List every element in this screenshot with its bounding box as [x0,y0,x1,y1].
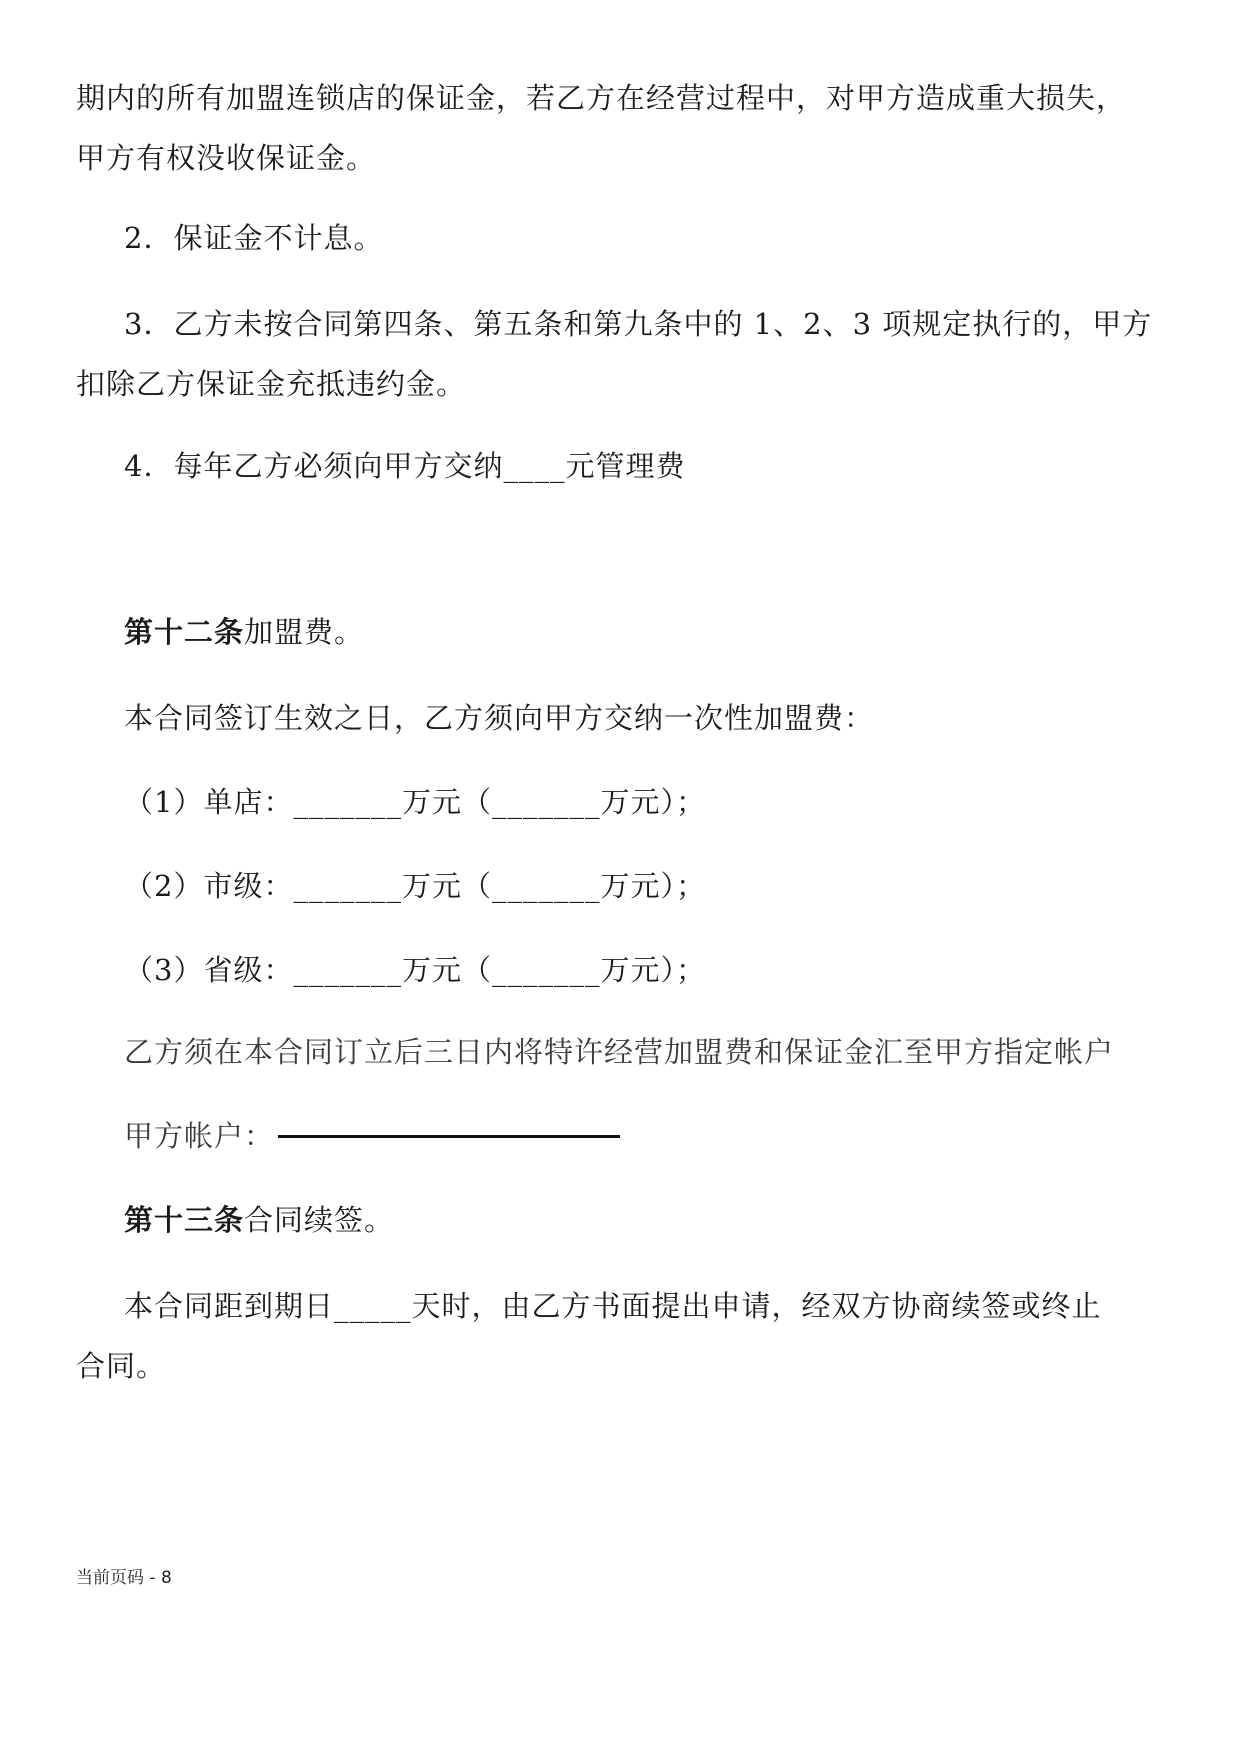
account-blank-line [278,1135,620,1138]
account-line [124,1116,620,1156]
article-13-body-continued: 合同。 [76,1349,167,1383]
account-label: 甲方帐户： [124,1119,275,1153]
clause-item-3-continued: 扣除乙方保证金充抵违约金。 [76,367,467,401]
article-12-heading: 第十二条 [124,615,245,649]
clause-item-3: 3．乙方未按合同第四条、第五条和第九条中的 1、2、3 项规定执行的，甲方 [124,307,1153,341]
article-13-heading: 第十三条 [124,1203,245,1237]
fee-item-single-store: （1）单店：_______万元（_______万元）； [124,785,706,819]
article-13-body: 本合同距到期日_____天时，由乙方书面提出申请，经双方协商续签或终止 [124,1289,1102,1323]
paragraph-line: 甲方有权没收保证金。 [76,141,377,175]
article-12-heading-line [124,612,364,652]
fee-item-city-level: （2）市级：_______万元（_______万元）； [124,869,706,903]
article-12-title: 加盟费。 [244,615,365,649]
fee-item-province-level: （3）省级：_______万元（_______万元）； [124,953,706,987]
article-12-transfer: 乙方须在本合同订立后三日内将特许经营加盟费和保证金汇至甲方指定帐户 [124,1035,1115,1069]
clause-item-4: 4．每年乙方必须向甲方交纳____元管理费 [124,449,686,483]
clause-item-2: 2．保证金不计息。 [124,221,384,255]
article-12-intro: 本合同签订生效之日，乙方须向甲方交纳一次性加盟费： [124,701,875,735]
page-number-footer: 当前页码 - 8 [76,1568,172,1588]
article-13-title: 合同续签。 [244,1203,395,1237]
article-13-heading-line [124,1200,394,1240]
paragraph-line: 期内的所有加盟连锁店的保证金，若乙方在经营过程中，对甲方造成重大损失， [76,81,1127,115]
